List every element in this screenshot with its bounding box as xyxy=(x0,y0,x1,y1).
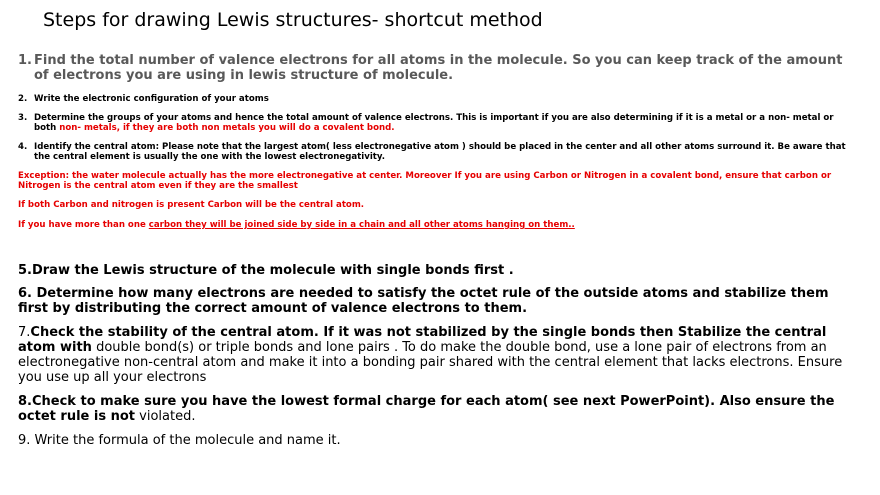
step-4-number: 4. xyxy=(18,142,28,152)
step-4-text: Identify the central atom: Please note that the largest atom( less electronegative atom ) should be placed in the center and all other atoms surround it. Be aware that the central element is usually the one with the lowest electronegativity. xyxy=(34,142,846,162)
step-1 xyxy=(18,53,848,83)
step-3 xyxy=(18,113,848,133)
carbon-nitrogen-note: If both Carbon and nitrogen is present Carbon will be the central atom. xyxy=(18,200,365,210)
step-9: 9. Write the formula of the molecule and name it. xyxy=(18,433,341,448)
exception-note: Exception: the water molecule actually has the more electronegative at center. Moreover If you are using Carbon or Nitrogen in a covalent bond, ensure that carbon or Nitrogen is the central atom even if they are the smallest xyxy=(18,171,832,191)
step-5: 5.Draw the Lewis structure of the molecule with single bonds first . xyxy=(18,263,514,278)
step-3-body xyxy=(34,113,848,133)
more-than-one-carbon-note xyxy=(18,220,848,230)
step-1-text: Find the total number of valence electrons for all atoms in the molecule. So you can keep track of the amount of electrons you are using in lewis structure of molecule. xyxy=(34,53,843,83)
step-3-number: 3. xyxy=(18,113,28,123)
more-than-one-underlined: carbon they will be joined side by side in a chain and all other atoms hanging on them.. xyxy=(148,220,575,230)
more-than-one-prefix: If you have more than one xyxy=(18,220,149,230)
step-8-bold: 8.Check to make sure you have the lowest formal charge for each atom( see next PowerPoint). Also ensure the octet rule is not xyxy=(18,394,835,424)
step-2 xyxy=(18,94,848,104)
step-1-number: 1. xyxy=(18,53,32,68)
step-4 xyxy=(18,142,848,162)
step-2-number: 2. xyxy=(18,94,28,104)
step-7-number: 7. xyxy=(18,325,31,340)
step-7 xyxy=(18,325,848,385)
step-8 xyxy=(18,394,848,424)
slide-title: Steps for drawing Lewis structures- shortcut method xyxy=(43,9,543,31)
step-3-text: Determine the groups of your atoms and hence the total amount of valence electrons. This is important if you are also determining if it is a metal or a non- metal or both xyxy=(34,113,834,133)
step-7-bold: Check the stability of the central atom. If it was not stabilized by the single bonds then Stabilize the central atom with xyxy=(18,325,827,355)
step-8-normal: violated. xyxy=(135,409,196,424)
step-3-red-text: non- metals, if they are both non metals you will do a covalent bond. xyxy=(59,123,395,133)
step-2-text: Write the electronic configuration of your atoms xyxy=(34,94,269,104)
step-6: 6. Determine how many electrons are needed to satisfy the octet rule of the outside atoms and stabilize them first by distributing the correct amount of valence electrons to them. xyxy=(18,286,829,316)
step-7-normal: double bond(s) or triple bonds and lone pairs . To do make the double bond, use a lone pair of electrons from an electronegative non-central atom and make it into a bonding pair shared with the central element that lacks electrons. Ensure you use up all your electrons xyxy=(18,340,843,385)
